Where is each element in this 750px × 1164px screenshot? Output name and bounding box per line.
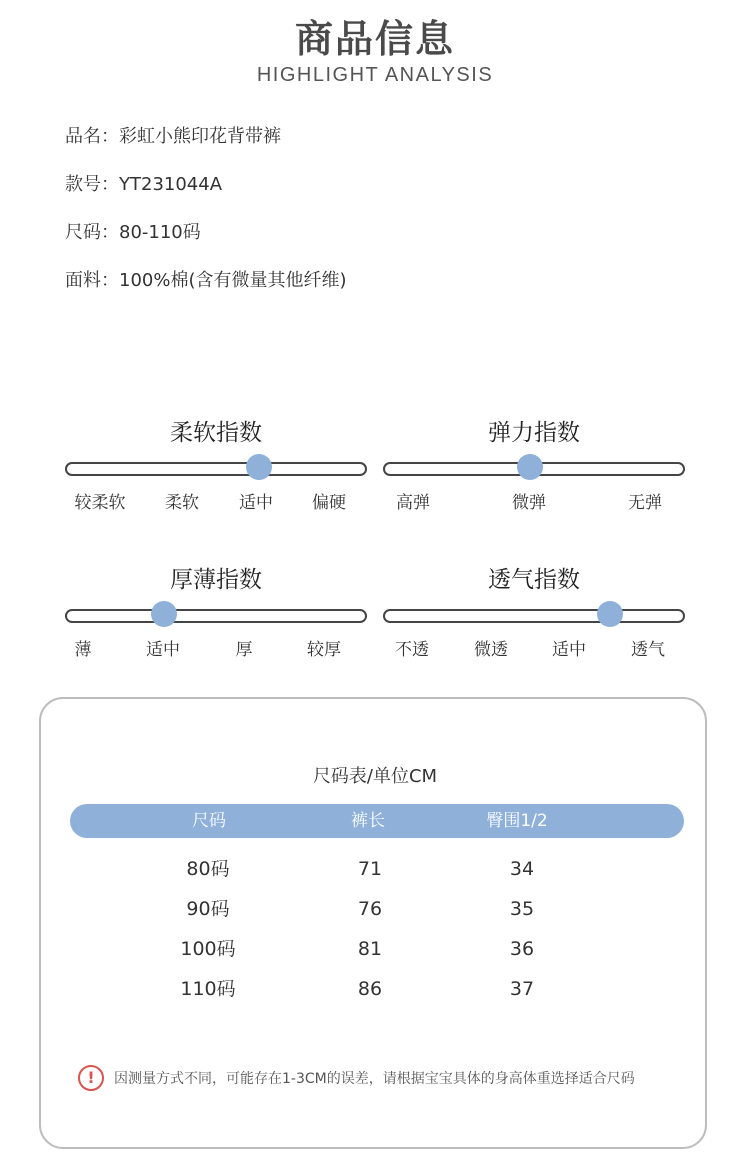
table-row <box>0 972 750 1012</box>
notice-text: 因测量方式不同，可能存在1-3CM的误差，请根据宝宝具体的身高体重选择适合尺码 <box>114 1071 635 1087</box>
table-cell: 90码 <box>186 898 230 920</box>
table-cell: 81 <box>357 938 383 960</box>
gauge-knob[interactable] <box>151 601 177 627</box>
exclamation-icon: ! <box>78 1065 104 1091</box>
gauge-tick: 偏硬 <box>312 493 346 513</box>
size-table-header <box>70 804 684 838</box>
table-header-cell: 尺码 <box>192 811 226 831</box>
thickness-gauge <box>65 561 367 671</box>
gauge-title: 柔软指数 <box>170 420 262 446</box>
gauge-knob[interactable] <box>517 454 543 480</box>
page-title: 商品信息 <box>294 17 455 61</box>
table-cell: 34 <box>509 858 535 880</box>
table-cell: 80码 <box>186 858 230 880</box>
gauge-tick: 无弹 <box>628 493 662 513</box>
gauge-title: 弹力指数 <box>488 420 580 446</box>
gauge-knob[interactable] <box>597 601 623 627</box>
breathability-gauge <box>383 561 685 671</box>
gauge-track <box>383 609 685 623</box>
table-row <box>0 852 750 892</box>
product-style-number: 款号：YT231044A <box>65 174 223 195</box>
gauge-tick: 厚 <box>235 640 253 660</box>
measurement-notice <box>78 1064 635 1092</box>
gauge-tick: 微弹 <box>512 493 546 513</box>
gauge-title: 透气指数 <box>488 567 580 593</box>
table-cell: 110码 <box>180 978 236 1000</box>
gauge-tick: 高弹 <box>396 493 430 513</box>
product-fabric: 面料：100%棉(含有微量其他纤维) <box>65 270 347 291</box>
gauge-tick: 柔软 <box>165 493 199 513</box>
table-row <box>0 892 750 932</box>
gauge-tick: 较柔软 <box>74 493 126 513</box>
table-header-cell: 臀围1/2 <box>486 811 548 831</box>
gauge-tick: 适中 <box>552 640 586 660</box>
table-cell: 36 <box>509 938 535 960</box>
table-header-cell: 裤长 <box>351 811 385 831</box>
size-table-body <box>0 852 750 1012</box>
gauge-tick: 不透 <box>395 640 429 660</box>
gauge-tick: 薄 <box>74 640 92 660</box>
gauge-track <box>65 462 367 476</box>
gauge-tick: 微透 <box>474 640 508 660</box>
table-cell: 37 <box>509 978 535 1000</box>
gauge-tick: 适中 <box>239 493 273 513</box>
table-cell: 100码 <box>180 938 236 960</box>
gauge-tick: 透气 <box>631 640 665 660</box>
gauge-title: 厚薄指数 <box>170 567 262 593</box>
gauge-knob[interactable] <box>246 454 272 480</box>
elasticity-gauge <box>383 414 685 524</box>
table-cell: 35 <box>509 898 535 920</box>
product-info <box>65 122 347 314</box>
page-subtitle: HIGHLIGHT ANALYSIS <box>256 64 494 86</box>
product-name: 品名：彩虹小熊印花背带裤 <box>65 126 281 147</box>
table-cell: 71 <box>357 858 383 880</box>
size-table-title: 尺码表/单位CM <box>312 766 438 787</box>
table-cell: 76 <box>357 898 383 920</box>
softness-gauge <box>65 414 367 524</box>
product-size-range: 尺码：80-110码 <box>65 222 201 243</box>
table-row <box>0 932 750 972</box>
gauge-tick: 较厚 <box>307 640 341 660</box>
table-cell: 86 <box>357 978 383 1000</box>
gauge-tick: 适中 <box>146 640 180 660</box>
gauge-track <box>65 609 367 623</box>
